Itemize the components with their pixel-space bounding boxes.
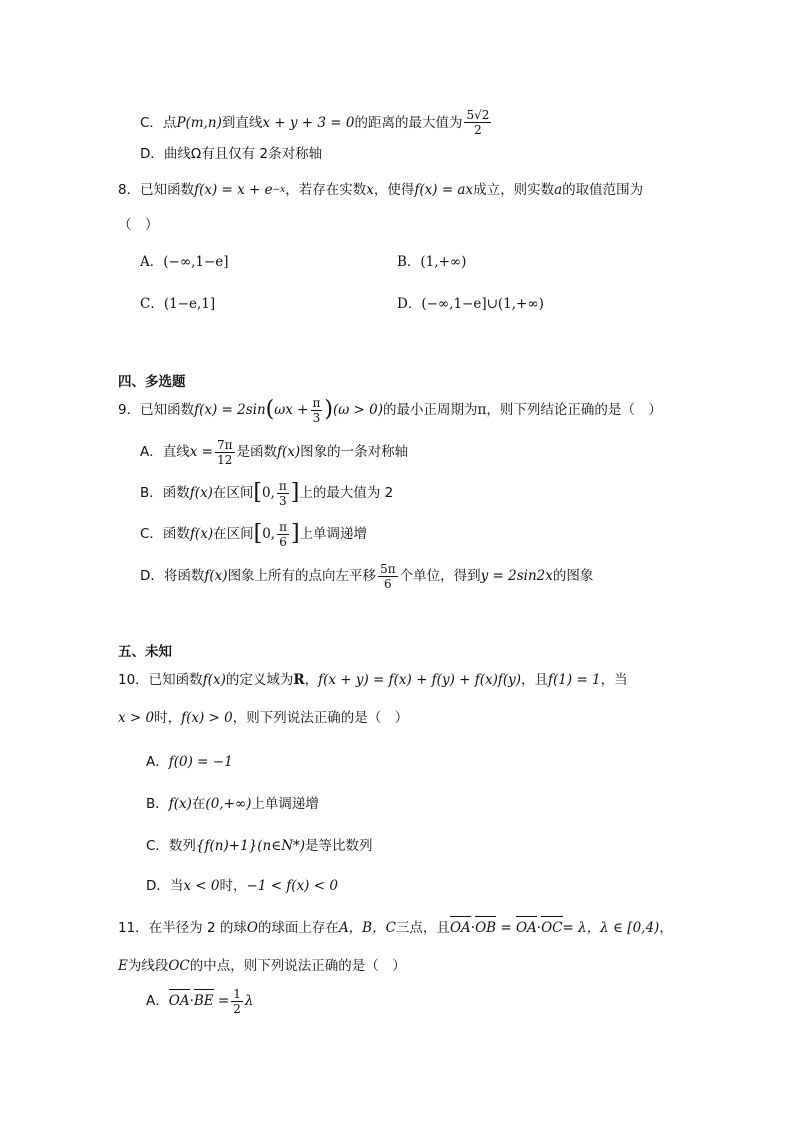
q10-option-b[interactable]: B． f(x) 在 (0,+∞) 上单调递增: [146, 796, 319, 812]
q10-stem-line1: 10．已知函数 f(x) 的定义域为 R ， f(x + y) = f(x) + f(y) + f(x)f(y) ，且 f(1) = 1 ，当: [118, 672, 628, 688]
fraction: $\frac{5√2}{2}$: [466, 108, 490, 137]
q9-option-b[interactable]: B．函数 f(x) 在区间 [ 0, $\frac{\pi}{3}$ ] 上的最大值为 2: [140, 478, 394, 508]
q8-option-d[interactable]: D．(−∞,1−e]∪(1,+∞): [397, 296, 544, 312]
q8-option-b[interactable]: B．(1,+∞): [397, 254, 467, 270]
q9-stem: 9．已知函数 f(x) = 2sin ( ωx + $\frac{\pi}{3}$ ) (ω > 0) 的最小正周期为 π ，则下列结论正确的是（ ）: [118, 395, 662, 425]
q11-option-a[interactable]: A． OA · BE = $\frac{1}{2}$ λ: [146, 986, 254, 1016]
section-title-multiple-choice: 四、多选题: [118, 374, 186, 390]
section-title-unknown: 五、未知: [118, 644, 172, 660]
q11-stem-line2: E 为线段 OC 的中点，则下列说法正确的是（ ）: [118, 958, 406, 974]
q10-stem-line2: x > 0 时， f(x) > 0 ，则下列说法正确的是（ ）: [118, 710, 409, 726]
q10-option-a[interactable]: A． f(0) = −1: [146, 754, 233, 770]
q7-option-d[interactable]: D．曲线Ω有且仅有 2条对称轴: [140, 146, 323, 162]
q8-stem: 8．已知函数 f(x) = x + e −x ，若存在实数 x ，使得 f(x) = ax 成立，则实数 a 的取值范围为: [118, 182, 644, 198]
q8-answer-paren: （ ）: [118, 217, 159, 233]
q10-option-d[interactable]: D．当 x < 0 时， −1 < f(x) < 0: [146, 878, 338, 894]
q11-stem-line1: 11．在半径为 2 的球 O 的球面上存在 A，B，C 三点，且 OA · OB = OA · OC = λ， λ ∈ [0,4) ，: [118, 920, 673, 936]
q9-option-a[interactable]: A．直线 x = $\frac{7\pi}{12}$ 是函数 f(x) 图象的一条对称轴: [140, 437, 409, 467]
q9-option-c[interactable]: C．函数 f(x) 在区间 [ 0, $\frac{\pi}{6}$ ] 上单调递增: [140, 519, 368, 549]
q8-option-c[interactable]: C．(1−e,1]: [140, 296, 216, 312]
q9-option-d[interactable]: D．将函数 f(x) 图象上所有的点向左平移 $\frac{5\pi}{6}$ 个单位，得到 y = 2sin2x 的图象: [140, 561, 594, 591]
q8-option-a[interactable]: A．(−∞,1−e]: [140, 254, 229, 270]
q7-option-c[interactable]: C．点 P(m,n) 到直线 x + y + 3 = 0 的距离的最大值为 $\frac{5√2}{2}$: [140, 108, 490, 137]
q10-option-c[interactable]: C．数列 {f(n)+1}(n∈N*) 是等比数列: [146, 838, 373, 854]
